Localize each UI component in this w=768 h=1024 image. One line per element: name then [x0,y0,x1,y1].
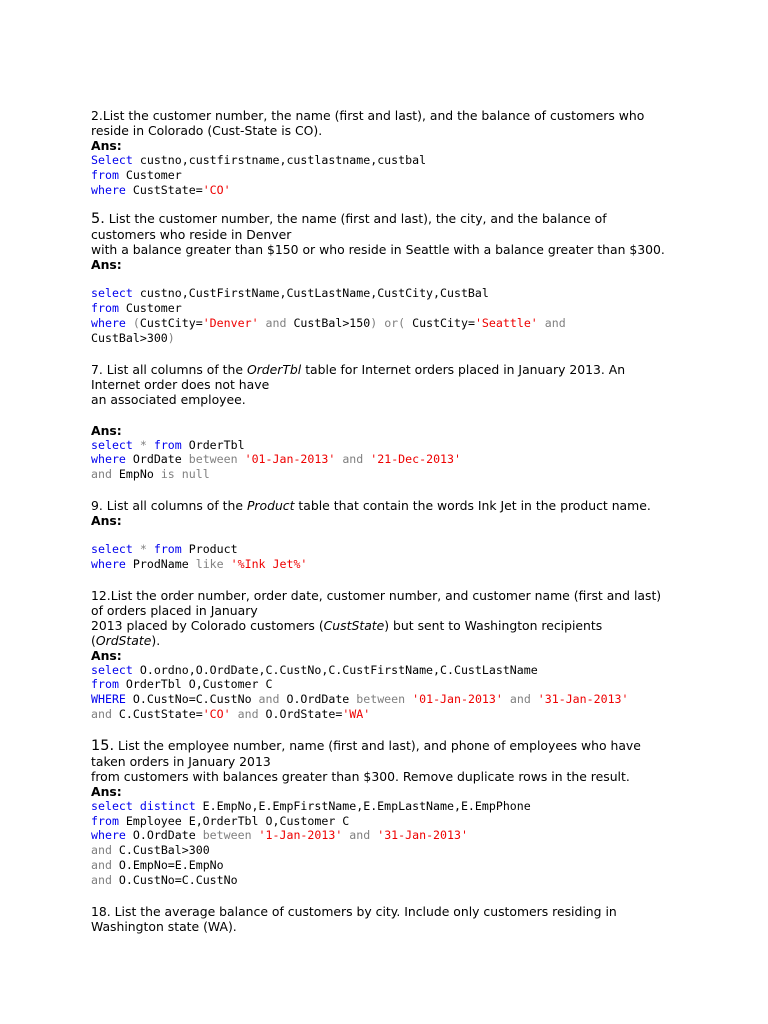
sql-operator: and [537,315,566,330]
sql-string: 'CO' [202,706,231,721]
question-9-line-1 [91,498,691,513]
sql-string: '31-Jan-2013' [537,692,629,707]
sql-string: '21-Dec-2013' [370,452,461,467]
sql-condition: OrdDate [125,452,189,467]
sql-keyword: WHERE [91,692,126,707]
sql-condition: C.CustState= [111,706,203,721]
question-number: 5. [91,211,105,228]
question-12-line-2: of orders placed in January [91,602,258,618]
sql-keyword: Select [91,153,133,167]
sql-operator: and [91,872,112,887]
answer-label: Ans: [91,422,122,438]
question-18 [91,904,691,934]
sql-operator: ( [125,315,140,330]
question-text: ). [151,632,161,648]
sql-condition: O.CustNo=C.CustNo [125,692,259,707]
question-text: table for Internet orders placed in January 2013. An [301,361,626,377]
sql-condition: CustCity= [139,315,203,330]
sql-columns: custno,CustFirstName,CustLastName,CustCity,CustBal [132,286,489,301]
question-5-line-2: customers who reside in Denver [91,227,292,243]
sql-keyword: where [91,828,126,843]
question-5 [91,211,691,345]
sql-condition: O.OrdDate [125,828,203,843]
sql-keyword: select [91,286,133,301]
table-name: Product [246,497,295,513]
sql-query-2 [91,153,691,197]
sql-keyword: from [91,813,119,828]
sql-condition: C.CustBal>300 [111,843,210,858]
answer-label: Ans: [91,257,122,273]
question-2 [91,108,691,197]
question-12-line-1: 12.List the order number, order date, customer number, and customer name (first and last) [91,587,662,603]
sql-string: '%Ink Jet%' [230,556,308,571]
sql-operator: * [132,541,154,556]
sql-keyword: select [91,662,133,677]
question-15-line-2: taken orders in January 2013 [91,753,271,769]
sql-keyword: from [91,677,119,692]
sql-string: '31-Jan-2013' [377,828,468,843]
sql-keyword: select [91,437,133,452]
document-page [91,108,691,934]
question-text: ) but sent to Washington recipients [384,617,603,633]
sql-condition: O.EmpNo=E.EmpNo [111,857,224,872]
question-15 [91,738,691,888]
question-12-line-3 [91,618,691,633]
sql-operator: ) [167,330,175,345]
sql-string: '1-Jan-2013' [258,828,343,843]
sql-string: 'WA' [342,706,371,721]
spacer [238,452,245,466]
answer-label: Ans: [91,512,122,528]
question-18-line-1: 18. List the average balance of customers by city. Include only customers residing in [91,903,617,919]
sql-operator: and [342,828,378,843]
question-7-line-1 [91,362,691,377]
sql-operator: and [91,467,112,482]
sql-query-12 [91,663,691,722]
question-12 [91,588,691,722]
sql-string: '01-Jan-2013' [412,692,503,707]
sql-condition: CustState= [125,182,203,197]
question-text: List the customer number, the name (first and last), the city, and the balance of [104,211,607,227]
question-15-line-3: from customers with balances greater than $300. Remove duplicate rows in the result. [91,768,630,784]
sql-query-5 [91,286,691,345]
sql-keyword: where [91,556,126,571]
sql-table: Customer [118,301,182,316]
question-text: 9. List all columns of the [91,497,247,513]
sql-table: Employee E,OrderTbl O,Customer C [118,813,350,828]
sql-query-7 [91,438,691,482]
answer-label: Ans: [91,138,122,153]
sql-condition: ProdName [125,556,196,571]
sql-operator: and [230,706,266,721]
sql-operator: and [502,692,538,707]
sql-condition: O.OrdState= [265,706,343,721]
sql-condition: O.CustNo=C.CustNo [111,872,238,887]
sql-operator: between [202,828,252,843]
column-name: OrdState [95,632,152,648]
sql-condition: CustBal>300 [91,330,168,345]
question-text: List the employee number, name (first and last), and phone of employees who have [114,737,641,753]
question-9 [91,498,691,572]
sql-keyword: from [153,437,182,452]
spacer [224,557,231,571]
sql-string: 'CO' [202,182,231,197]
sql-keyword: where [91,452,126,467]
question-text: table that contain the words Ink Jet in the product name. [294,497,651,513]
sql-condition: CustBal>150 [293,315,371,330]
sql-operator: ) or( [370,315,413,330]
sql-operator: and [91,857,112,872]
column-name: CustState [323,617,385,633]
question-15-line-1 [91,738,691,754]
sql-table: Customer [118,167,182,182]
sql-operator: * [132,437,154,452]
sql-operator: like [195,556,224,571]
question-2-line-1: 2.List the customer number, the name (first and last), and the balance of customers who [91,108,645,123]
question-text: 2013 placed by Colorado customers ( [91,617,324,633]
sql-operator: and [91,706,112,721]
sql-string: 'Denver' [202,315,259,330]
sql-string: 'Seattle' [474,315,538,330]
sql-columns: O.ordno,O.OrdDate,C.CustNo,C.CustFirstName,C.CustLastName [132,662,538,677]
sql-operator: and [258,692,280,707]
sql-string: '01-Jan-2013' [244,452,336,467]
question-7-line-2: Internet order does not have [91,376,270,392]
sql-condition: EmpNo [111,467,161,482]
sql-columns: custno,custfirstname,custlastname,custbal [132,153,427,167]
sql-operator: between [356,692,406,707]
sql-operator: between [188,452,238,467]
question-7-line-3: an associated employee. [91,391,246,407]
sql-keyword: select distinct [91,798,196,813]
table-name: OrderTbl [246,361,302,377]
sql-query-9 [91,542,691,572]
sql-keyword: from [91,167,119,182]
question-number: 15. [91,737,115,754]
sql-operator: and [258,315,294,330]
question-18-line-2: Washington state (WA). [91,918,237,934]
question-text: 7. List all columns of the [91,361,247,377]
question-7 [91,362,691,482]
sql-keyword: select [91,541,133,556]
question-12-line-4 [91,633,691,648]
sql-keyword: from [153,541,182,556]
sql-table: OrderTbl [181,437,245,452]
question-5-line-3: with a balance greater than $150 or who reside in Seattle with a balance greater than $300. [91,242,665,258]
sql-operator: and [335,452,371,467]
sql-operator: and [91,843,112,858]
sql-columns: E.EmpNo,E.EmpFirstName,E.EmpLastName,E.EmpPhone [195,798,531,813]
sql-condition: CustCity= [412,315,475,330]
sql-keyword: where [91,315,126,330]
question-5-line-1 [91,211,691,227]
sql-table: OrderTbl O,Customer C [118,677,273,692]
question-text: ( [91,632,96,648]
sql-condition: O.OrdDate [279,692,357,707]
question-2-line-2: reside in Colorado (Cust-State is CO). [91,123,323,138]
sql-keyword: where [91,182,126,197]
sql-keyword: from [91,301,119,316]
spacer [252,828,259,842]
answer-label: Ans: [91,647,122,663]
answer-label: Ans: [91,783,122,799]
sql-query-15 [91,799,691,888]
sql-operator: is null [160,467,210,482]
sql-table: Product [181,541,238,556]
